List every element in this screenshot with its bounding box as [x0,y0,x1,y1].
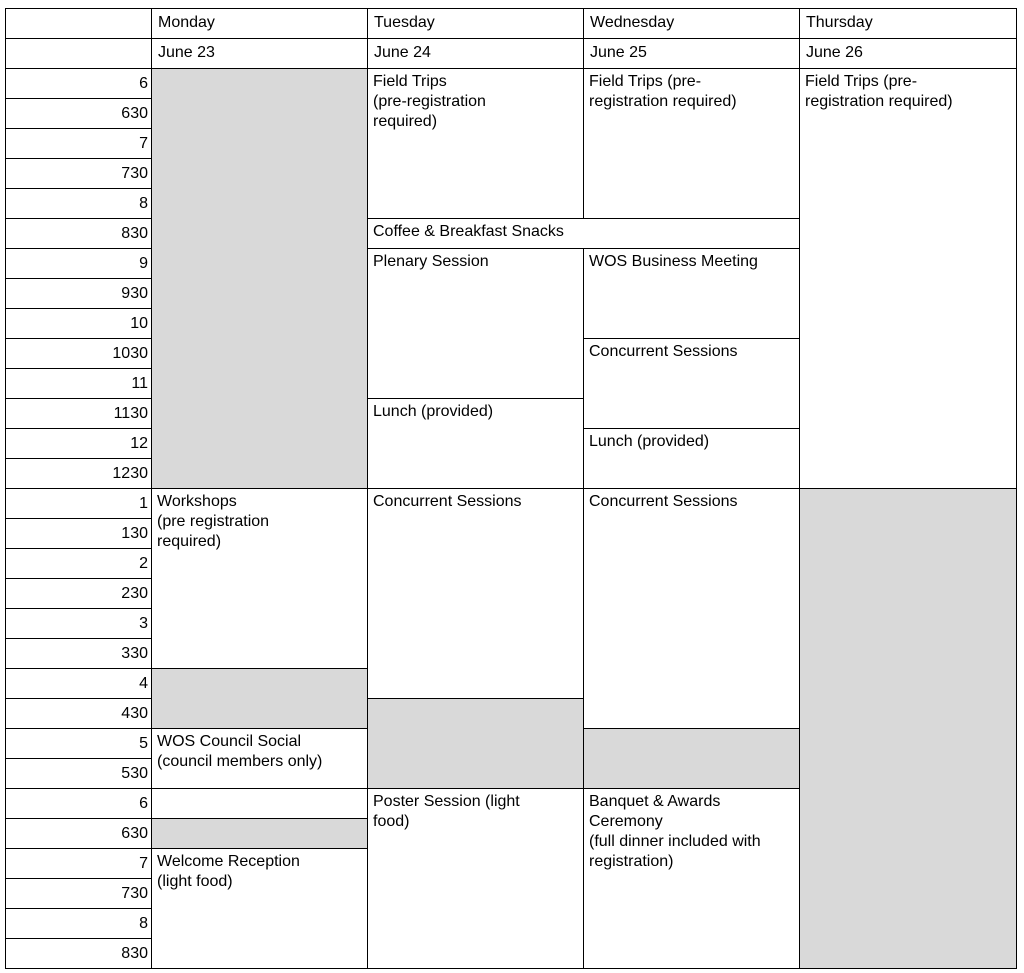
unscheduled-block [151,68,368,489]
event-block: Concurrent Sessions [367,488,584,699]
event-block: Field Trips (pre- registration required) [799,68,1017,489]
day-header-thursday: Thursday [799,8,1017,39]
time-label: 830 [5,218,152,249]
time-label: 5 [5,728,152,759]
event-block: Workshops (pre registration required) [151,488,368,669]
time-label: 6 [5,68,152,99]
time-label: 1230 [5,458,152,489]
event-block: Poster Session (light food) [367,788,584,969]
unscheduled-block [583,728,800,789]
time-label: 230 [5,578,152,609]
empty-slot [151,788,368,819]
event-block: Lunch (provided) [583,428,800,489]
time-label: 8 [5,188,152,219]
time-label: 1030 [5,338,152,369]
unscheduled-block [799,488,1017,969]
time-label: 12 [5,428,152,459]
header-corner-cell [5,8,152,39]
time-label: 2 [5,548,152,579]
event-block: Concurrent Sessions [583,338,800,429]
time-label: 7 [5,848,152,879]
date-header-monday: June 23 [151,38,368,69]
event-block: Concurrent Sessions [583,488,800,729]
time-label: 730 [5,878,152,909]
date-corner-cell [5,38,152,69]
time-label: 3 [5,608,152,639]
time-label: 6 [5,788,152,819]
date-header-thursday: June 26 [799,38,1017,69]
event-block: Banquet & Awards Ceremony (full dinner included with registration) [583,788,800,969]
time-label: 1130 [5,398,152,429]
date-header-tuesday: June 24 [367,38,584,69]
event-block: Lunch (provided) [367,398,584,489]
time-label: 330 [5,638,152,669]
time-label: 10 [5,308,152,339]
time-label: 630 [5,818,152,849]
event-block: Field Trips (pre- registration required) [583,68,800,219]
event-block: WOS Business Meeting [583,248,800,339]
time-label: 8 [5,908,152,939]
event-block: Plenary Session [367,248,584,399]
time-label: 7 [5,128,152,159]
unscheduled-block [367,698,584,789]
time-label: 4 [5,668,152,699]
time-label: 11 [5,368,152,399]
time-label: 530 [5,758,152,789]
time-label: 9 [5,248,152,279]
time-label: 630 [5,98,152,129]
event-block: Coffee & Breakfast Snacks [367,218,800,249]
event-block: Welcome Reception (light food) [151,848,368,969]
unscheduled-block [151,668,368,729]
time-label: 730 [5,158,152,189]
day-header-monday: Monday [151,8,368,39]
day-header-wednesday: Wednesday [583,8,800,39]
day-header-tuesday: Tuesday [367,8,584,39]
time-label: 430 [5,698,152,729]
time-label: 930 [5,278,152,309]
event-block: Field Trips (pre-registration required) [367,68,584,219]
event-block: WOS Council Social (council members only) [151,728,368,789]
unscheduled-block [151,818,368,849]
time-label: 130 [5,518,152,549]
date-header-wednesday: June 25 [583,38,800,69]
time-label: 1 [5,488,152,519]
time-label: 830 [5,938,152,969]
